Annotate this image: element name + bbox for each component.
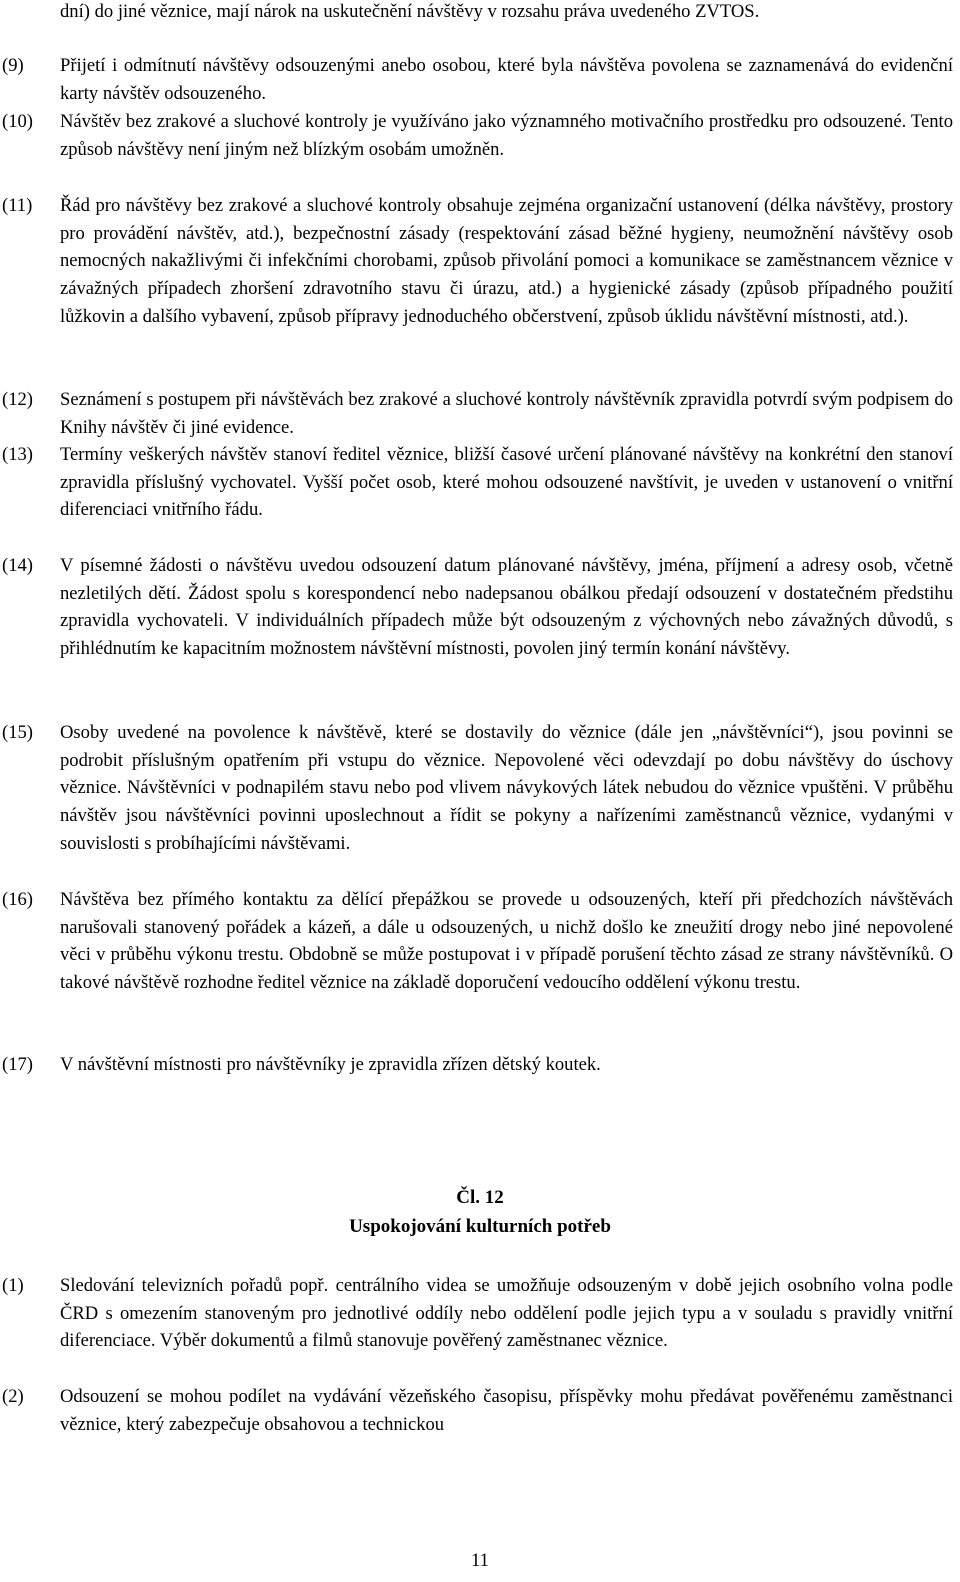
paragraph-text: Řád pro návštěvy bez zrakové a sluchové kontroly obsahuje zejména organizační ustanovení (délka návštěvy, prostory pro provádění návštěv, atd.), bezpečnostní zásady (respektování zásad běžné hygieny, neumožnění návštěvy osob nemocných nakažlivými či infekčními chorobami, způsob přivolání pomoci a komunikace se zaměstnancem věznice v závažných případech zhoršení zdravotního stavu či úrazu, atd.) a hygienické zásady (způsob případného použití lůžkovin a dalšího vybavení, způsob přípravy jednoduchého občerstvení, způsob úklidu návštěvní místnosti, atd.). <box>60 195 953 327</box>
paragraph-11 <box>0 192 953 331</box>
paragraph-number: (12) <box>2 389 33 410</box>
paragraph-text: Přijetí i odmítnutí návštěvy odsouzenými anebo osobou, které byla návštěva povolena se zaznamenává do evidenční karty návštěv odsouzeného. <box>60 55 953 104</box>
paragraph-number: (2) <box>2 1386 24 1407</box>
paragraph-text: Návštěv bez zrakové a sluchové kontroly je využíváno jako významného motivačního prostředku pro odsouzené. Tento způsob návštěvy není jiným než blízkým osobám umožněn. <box>60 111 953 160</box>
paragraph-2 <box>0 1383 953 1438</box>
paragraph-14 <box>0 552 953 663</box>
paragraph-9 <box>0 52 953 107</box>
paragraph-16 <box>0 886 953 997</box>
paragraph-number: (10) <box>2 111 33 132</box>
intro-text: dní) do jiné věznice, mají nárok na uskutečnění návštěvy v rozsahu práva uvedeného ZVTOS. <box>60 1 760 22</box>
article-number: Čl. 12 <box>456 1187 504 1208</box>
paragraph-text: V písemné žádosti o návštěvu uvedou odsouzení datum plánované návštěvy, jména, příjmení a adresy osob, včetně nezletilých dětí. Žádost spolu s korespondencí nebo nadepsanou obálkou předají odsouzení v dostatečném předstihu zpravidla vychovateli. V individuálních případech může být odsouzeným z výchovných nebo závažných důvodů, s přihlédnutím ke kapacitním možnostem návštěvní místnosti, povolen jiný termín konání návštěvy. <box>60 555 953 660</box>
paragraph-1 <box>0 1272 953 1355</box>
paragraph-number: (15) <box>2 722 33 743</box>
paragraph-15 <box>0 719 953 858</box>
paragraph-number: (11) <box>2 195 33 216</box>
paragraph-text: Návštěva bez přímého kontaktu za dělící přepážkou se provede u odsouzených, kteří při předchozích návštěvách narušovali stanovený pořádek a kázeň, a dále u odsouzených, u nichž došlo ke zneužití drogy nebo jiné nepovolené věci v průběhu výkonu trestu. Obdobně se může postupovat i v případě porušení těchto zásad ze strany návštěvníků. O takové návštěvě rozhodne ředitel věznice na základě doporučení vedoucího oddělení výkonu trestu. <box>60 889 953 994</box>
paragraph-13 <box>0 441 953 524</box>
paragraph-number: (1) <box>2 1275 24 1296</box>
paragraph-number: (13) <box>2 444 33 465</box>
paragraph-12 <box>0 386 953 441</box>
paragraph-number: (16) <box>2 889 33 910</box>
paragraph-text: Seznámení s postupem při návštěvách bez zrakové a sluchové kontroly návštěvník zpravidla potvrdí svým podpisem do Knihy návštěv či jiné evidence. <box>60 389 953 438</box>
paragraph-text: V návštěvní místnosti pro návštěvníky je zpravidla zřízen dětský koutek. <box>60 1054 601 1075</box>
paragraph-number: (17) <box>2 1054 33 1075</box>
article-title: Uspokojování kulturních potřeb <box>349 1216 611 1237</box>
page-number: 11 <box>471 1550 489 1571</box>
paragraph-number: (9) <box>2 55 24 76</box>
paragraph-17 <box>0 1051 953 1079</box>
paragraph-text: Osoby uvedené na povolence k návštěvě, které se dostavily do věznice (dále jen „návštěvníci“), jsou povinni se podrobit příslušným opatřením při vstupu do věznice. Nepovolené věci odevzdají po dobu návštěvy do úschovy věznice. Návštěvníci v podnapilém stavu nebo pod vlivem návykových látek nebudou do věznice vpuštěni. V průběhu návštěv jsou návštěvníci povinni uposlechnout a řídit se pokyny a nařízeními zaměstnanců věznice, vydanými v souvislosti s probíhajícími návštěvami. <box>60 722 953 854</box>
paragraph-text: Sledování televizních pořadů popř. centrálního videa se umožňuje odsouzeným v době jejich osobního volna podle ČRD s omezením stanoveným pro jednotlivé oddíly nebo oddělení podle jejich typu a v souladu s pravidly vnitřní diferenciace. Výběr dokumentů a filmů stanovuje pověřený zaměstnanec věznice. <box>60 1275 953 1352</box>
paragraph-10 <box>0 108 953 163</box>
paragraph-text: Termíny veškerých návštěv stanoví ředitel věznice, bližší časové určení plánované návštěvy na konkrétní den stanoví zpravidla příslušný vychovatel. Vyšší počet osob, které mohou odsouzené navštívit, je uveden v ustanovení o vnitřní diferenciaci vnitřního řádu. <box>60 444 953 521</box>
paragraph-number: (14) <box>2 555 33 576</box>
paragraph-text: Odsouzení se mohou podílet na vydávání vězeňského časopisu, příspěvky mohu předávat pověřenému zaměstnanci věznice, který zabezpečuje obsahovou a technickou <box>60 1386 953 1435</box>
